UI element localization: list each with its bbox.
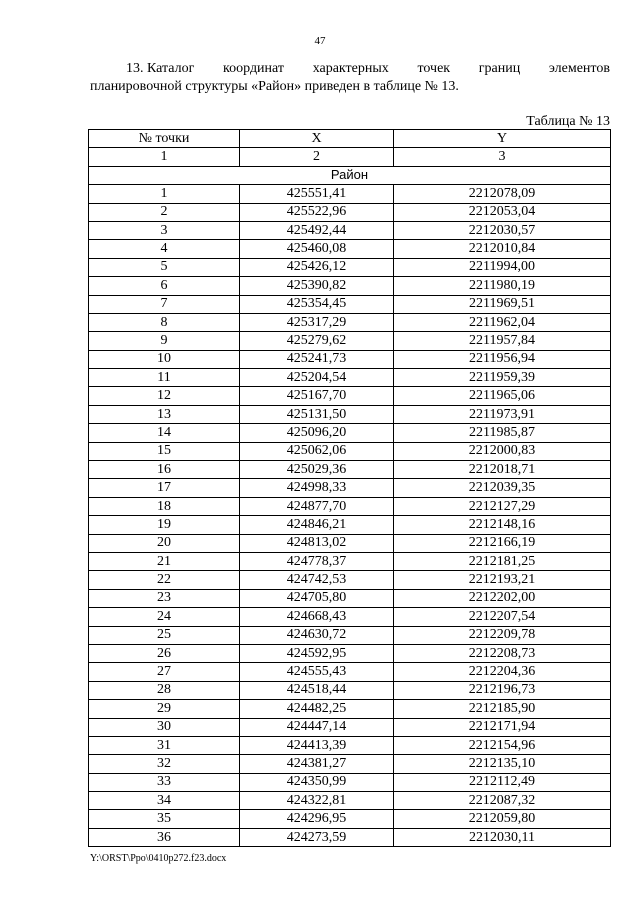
y-coordinate-cell: 2212087,32 [394, 792, 611, 810]
y-coordinate-cell: 2212018,71 [394, 461, 611, 479]
intro-word: характерных [312, 61, 389, 76]
table-row [89, 203, 611, 221]
y-coordinate-cell: 2212039,35 [394, 479, 611, 497]
table-row [89, 221, 611, 239]
point-number-cell: 1 [89, 185, 240, 203]
point-number-cell: 25 [89, 626, 240, 644]
table-row [89, 497, 611, 515]
x-coordinate-cell: 424778,37 [240, 552, 394, 570]
y-coordinate-cell: 2211973,91 [394, 405, 611, 423]
point-number-cell: 28 [89, 681, 240, 699]
y-coordinate-cell: 2212171,94 [394, 718, 611, 736]
x-coordinate-cell: 424877,70 [240, 497, 394, 515]
x-coordinate-cell: 425096,20 [240, 424, 394, 442]
point-number-cell: 21 [89, 552, 240, 570]
y-coordinate-cell: 2212185,90 [394, 700, 611, 718]
table-row [89, 626, 611, 644]
y-coordinate-cell: 2212166,19 [394, 534, 611, 552]
point-number-cell: 6 [89, 277, 240, 295]
x-coordinate-cell: 424813,02 [240, 534, 394, 552]
table-row [89, 773, 611, 791]
x-coordinate-cell: 425167,70 [240, 387, 394, 405]
y-coordinate-cell: 2212193,21 [394, 571, 611, 589]
point-number-cell: 29 [89, 700, 240, 718]
column-number: 2 [240, 148, 394, 166]
table-caption: Таблица № 13 [526, 114, 610, 129]
y-coordinate-cell: 2212207,54 [394, 608, 611, 626]
y-coordinate-cell: 2212135,10 [394, 755, 611, 773]
y-coordinate-cell: 2212202,00 [394, 589, 611, 607]
x-coordinate-cell: 424296,95 [240, 810, 394, 828]
table-row [89, 185, 611, 203]
coordinates-table [88, 129, 611, 847]
y-coordinate-cell: 2212030,11 [394, 828, 611, 846]
table-row [89, 442, 611, 460]
point-number-cell: 10 [89, 350, 240, 368]
x-coordinate-cell: 424273,59 [240, 828, 394, 846]
y-coordinate-cell: 2211962,04 [394, 313, 611, 331]
point-number-cell: 4 [89, 240, 240, 258]
point-number-cell: 17 [89, 479, 240, 497]
table-row [89, 516, 611, 534]
point-number-cell: 32 [89, 755, 240, 773]
x-coordinate-cell: 425241,73 [240, 350, 394, 368]
point-number-cell: 15 [89, 442, 240, 460]
x-coordinate-cell: 425317,29 [240, 313, 394, 331]
y-coordinate-cell: 2212127,29 [394, 497, 611, 515]
point-number-cell: 27 [89, 663, 240, 681]
intro-line-1 [90, 60, 610, 78]
table-row [89, 700, 611, 718]
point-number-cell: 7 [89, 295, 240, 313]
point-number-cell: 22 [89, 571, 240, 589]
point-number-cell: 35 [89, 810, 240, 828]
footer-file-path: Y:\ORST\Ppo\0410p272.f23.docx [90, 853, 227, 864]
y-coordinate-cell: 2211956,94 [394, 350, 611, 368]
y-coordinate-cell: 2211985,87 [394, 424, 611, 442]
table-row [89, 589, 611, 607]
x-coordinate-cell: 425426,12 [240, 258, 394, 276]
x-coordinate-cell: 425131,50 [240, 405, 394, 423]
point-number-cell: 24 [89, 608, 240, 626]
y-coordinate-cell: 2212154,96 [394, 736, 611, 754]
x-coordinate-cell: 424447,14 [240, 718, 394, 736]
y-coordinate-cell: 2211965,06 [394, 387, 611, 405]
point-number-cell: 36 [89, 828, 240, 846]
table-row [89, 369, 611, 387]
x-coordinate-cell: 425522,96 [240, 203, 394, 221]
x-coordinate-cell: 425390,82 [240, 277, 394, 295]
table-row [89, 736, 611, 754]
x-coordinate-cell: 424998,33 [240, 479, 394, 497]
point-number-cell: 14 [89, 424, 240, 442]
point-number-cell: 23 [89, 589, 240, 607]
x-coordinate-cell: 425204,54 [240, 369, 394, 387]
section-title: Район [89, 166, 611, 184]
table-header-row [89, 130, 611, 148]
table-row [89, 681, 611, 699]
y-coordinate-cell: 2211969,51 [394, 295, 611, 313]
x-coordinate-cell: 424592,95 [240, 644, 394, 662]
point-number-cell: 16 [89, 461, 240, 479]
point-number-cell: 5 [89, 258, 240, 276]
table-row [89, 258, 611, 276]
y-coordinate-cell: 2212208,73 [394, 644, 611, 662]
column-numbers-row [89, 148, 611, 166]
table-row [89, 792, 611, 810]
intro-word: координат [223, 61, 285, 76]
table-row [89, 332, 611, 350]
x-coordinate-cell: 425279,62 [240, 332, 394, 350]
table-row [89, 552, 611, 570]
point-number-cell: 11 [89, 369, 240, 387]
table-row [89, 663, 611, 681]
table-row [89, 387, 611, 405]
table-row [89, 571, 611, 589]
y-coordinate-cell: 2212030,57 [394, 221, 611, 239]
point-number-cell: 2 [89, 203, 240, 221]
x-coordinate-cell: 425062,06 [240, 442, 394, 460]
point-number-cell: 31 [89, 736, 240, 754]
x-coordinate-cell: 424846,21 [240, 516, 394, 534]
y-coordinate-cell: 2211980,19 [394, 277, 611, 295]
table-row [89, 295, 611, 313]
table-row [89, 755, 611, 773]
x-coordinate-cell: 425029,36 [240, 461, 394, 479]
point-number-cell: 3 [89, 221, 240, 239]
point-number-cell: 26 [89, 644, 240, 662]
y-coordinate-cell: 2212112,49 [394, 773, 611, 791]
table-row [89, 810, 611, 828]
intro-line-2: планировочной структуры «Район» приведен в таблице № 13. [90, 79, 459, 94]
x-coordinate-cell: 424742,53 [240, 571, 394, 589]
column-number: 1 [89, 148, 240, 166]
point-number-cell: 12 [89, 387, 240, 405]
column-number: 3 [394, 148, 611, 166]
y-coordinate-cell: 2212196,73 [394, 681, 611, 699]
x-coordinate-cell: 424555,43 [240, 663, 394, 681]
table-row [89, 534, 611, 552]
intro-word: 13. Каталог [126, 61, 195, 76]
intro-word: элементов [548, 61, 610, 76]
header-x: X [240, 130, 394, 148]
y-coordinate-cell: 2212010,84 [394, 240, 611, 258]
point-number-cell: 19 [89, 516, 240, 534]
y-coordinate-cell: 2211994,00 [394, 258, 611, 276]
y-coordinate-cell: 2212078,09 [394, 185, 611, 203]
table-row [89, 608, 611, 626]
table-row [89, 718, 611, 736]
table-row [89, 828, 611, 846]
y-coordinate-cell: 2212053,04 [394, 203, 611, 221]
y-coordinate-cell: 2211959,39 [394, 369, 611, 387]
table-row [89, 405, 611, 423]
point-number-cell: 13 [89, 405, 240, 423]
point-number-cell: 18 [89, 497, 240, 515]
point-number-cell: 34 [89, 792, 240, 810]
table-row [89, 313, 611, 331]
y-coordinate-cell: 2212181,25 [394, 552, 611, 570]
y-coordinate-cell: 2212209,78 [394, 626, 611, 644]
x-coordinate-cell: 424518,44 [240, 681, 394, 699]
section-row [89, 166, 611, 184]
x-coordinate-cell: 424413,39 [240, 736, 394, 754]
x-coordinate-cell: 425460,08 [240, 240, 394, 258]
point-number-cell: 20 [89, 534, 240, 552]
intro-word: границ [478, 61, 521, 76]
x-coordinate-cell: 424322,81 [240, 792, 394, 810]
point-number-cell: 9 [89, 332, 240, 350]
x-coordinate-cell: 424482,25 [240, 700, 394, 718]
x-coordinate-cell: 424630,72 [240, 626, 394, 644]
y-coordinate-cell: 2212000,83 [394, 442, 611, 460]
table-row [89, 240, 611, 258]
x-coordinate-cell: 424350,99 [240, 773, 394, 791]
y-coordinate-cell: 2212059,80 [394, 810, 611, 828]
header-point-number: № точки [89, 130, 240, 148]
intro-word: точек [417, 61, 451, 76]
x-coordinate-cell: 424381,27 [240, 755, 394, 773]
table-row [89, 479, 611, 497]
point-number-cell: 33 [89, 773, 240, 791]
point-number-cell: 30 [89, 718, 240, 736]
table-row [89, 461, 611, 479]
x-coordinate-cell: 424668,43 [240, 608, 394, 626]
point-number-cell: 8 [89, 313, 240, 331]
page-number: 47 [314, 35, 326, 47]
y-coordinate-cell: 2212204,36 [394, 663, 611, 681]
y-coordinate-cell: 2211957,84 [394, 332, 611, 350]
x-coordinate-cell: 424705,80 [240, 589, 394, 607]
x-coordinate-cell: 425492,44 [240, 221, 394, 239]
header-y: Y [394, 130, 611, 148]
y-coordinate-cell: 2212148,16 [394, 516, 611, 534]
table-row [89, 424, 611, 442]
intro-paragraph [90, 60, 610, 96]
table-row [89, 277, 611, 295]
table-row [89, 644, 611, 662]
x-coordinate-cell: 425551,41 [240, 185, 394, 203]
x-coordinate-cell: 425354,45 [240, 295, 394, 313]
table-row [89, 350, 611, 368]
